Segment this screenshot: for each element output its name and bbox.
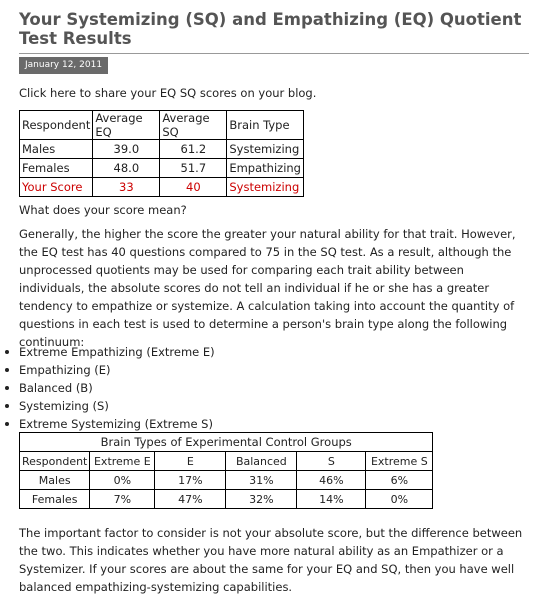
table-row: [20, 140, 304, 159]
brain-types-caption: Brain Types of Experimental Control Groups: [20, 433, 433, 452]
score-table: [19, 110, 304, 197]
list-item-label: Balanced (B): [19, 381, 93, 395]
title-divider: [19, 53, 529, 54]
cell-e: 47%: [155, 490, 226, 509]
post-title[interactable]: Your Systemizing (SQ) and Empathizing (EQ) Quotient Test Results: [19, 10, 522, 48]
cell-respondent: Males: [20, 471, 90, 490]
list-item-label: Systemizing (S): [19, 399, 109, 413]
conclusion-paragraph: The important factor to consider is not your absolute score, but the difference between the two. This indicates whether you have more natural ability as an Empathizer or a Systemizer. If your scores are about the same for your EQ and SQ, then you have well balanced empathizing-systemizing capabilities.: [19, 526, 523, 594]
post-date-badge: January 12, 2011: [19, 57, 108, 74]
header-average-eq: Average EQ: [93, 111, 160, 140]
table-row: [20, 490, 433, 509]
cell-average-sq: 40: [160, 178, 227, 197]
cell-extreme-s: 6%: [366, 471, 433, 490]
cell-average-sq: 61.2: [160, 140, 227, 159]
list-item-label: Extreme Systemizing (Extreme S): [19, 417, 213, 431]
share-scores-link[interactable]: Click here to share your EQ SQ scores on your blog.: [19, 86, 317, 100]
cell-balanced: 31%: [226, 471, 297, 490]
header-extreme-s: Extreme S: [366, 452, 433, 471]
cell-average-eq: 33: [93, 178, 160, 197]
cell-brain-type: Systemizing: [227, 178, 304, 197]
header-average-sq: Average SQ: [160, 111, 227, 140]
cell-respondent: Females: [20, 490, 90, 509]
bullet-icon: [5, 368, 9, 372]
bullet-icon: [5, 422, 9, 426]
score-meaning-question: What does your score mean?: [19, 203, 187, 217]
cell-extreme-s: 0%: [366, 490, 433, 509]
table-row: [20, 159, 304, 178]
list-item-label: Empathizing (E): [19, 363, 111, 377]
list-item: [0, 397, 215, 415]
header-respondent: Respondent: [20, 452, 90, 471]
cell-extreme-e: 0%: [90, 471, 155, 490]
score-table-header-row: [20, 111, 304, 140]
brain-types-header-row: [20, 452, 433, 471]
header-extreme-e: Extreme E: [90, 452, 155, 471]
bullet-icon: [5, 404, 9, 408]
list-item: [0, 361, 215, 379]
cell-average-sq: 51.7: [160, 159, 227, 178]
cell-s: 14%: [297, 490, 366, 509]
cell-e: 17%: [155, 471, 226, 490]
bullet-icon: [5, 350, 9, 354]
brain-types-table: [19, 432, 433, 509]
cell-respondent: Your Score: [20, 178, 93, 197]
list-item: [0, 379, 215, 397]
explanation-paragraph: Generally, the higher the score the greater your natural ability for that trait. However, the EQ test has 40 questions compared to 75 in the SQ test. As a result, although the unprocessed quotients may be used for comparing each trait ability between individuals, the absolute scores do not tell an individual if he or she has a greater tendency to empathize or systemize. A calculation taking into account the quantity of questions in each test is used to determine a person's brain type along the following continuum:: [19, 227, 516, 349]
header-brain-type: Brain Type: [227, 111, 304, 140]
cell-brain-type: Empathizing: [227, 159, 304, 178]
list-item: [0, 415, 215, 433]
cell-respondent: Males: [20, 140, 93, 159]
list-item: [0, 343, 215, 361]
table-row: [20, 471, 433, 490]
cell-average-eq: 39.0: [93, 140, 160, 159]
header-respondent: Respondent: [20, 111, 93, 140]
list-item-label: Extreme Empathizing (Extreme E): [19, 345, 215, 359]
header-balanced: Balanced: [226, 452, 297, 471]
header-e: E: [155, 452, 226, 471]
cell-average-eq: 48.0: [93, 159, 160, 178]
cell-extreme-e: 7%: [90, 490, 155, 509]
cell-brain-type: Systemizing: [227, 140, 304, 159]
brain-type-list: [0, 343, 215, 433]
header-s: S: [297, 452, 366, 471]
bullet-icon: [5, 386, 9, 390]
brain-types-caption-row: [20, 433, 433, 452]
cell-balanced: 32%: [226, 490, 297, 509]
cell-s: 46%: [297, 471, 366, 490]
cell-respondent: Females: [20, 159, 93, 178]
your-score-row: [20, 178, 304, 197]
